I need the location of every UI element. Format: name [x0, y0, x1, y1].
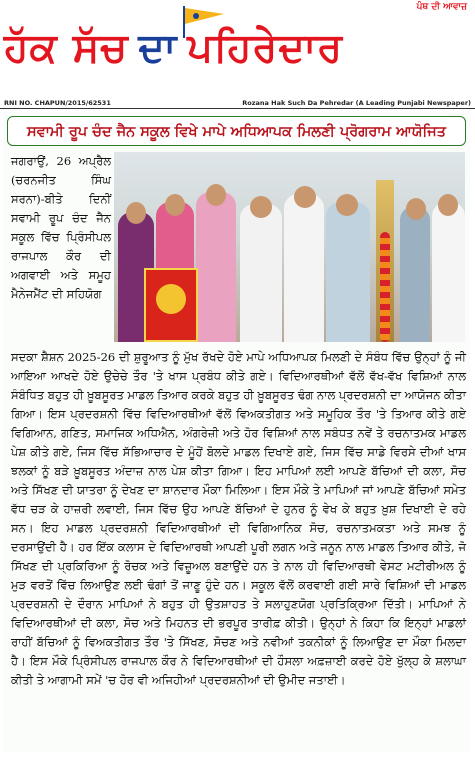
news-article	[3, 112, 470, 752]
article-headline: ਸਵਾਮੀ ਰੂਪ ਚੰਦ ਜੈਨ ਸਕੂਲ ਵਿਖੇ ਮਾਪੇ ਅਧਿਆਪਕ ਮਿਲਣੀ ਪ੍ਰੋਗਰਾਮ ਆਯੋਜਿਤ	[7, 116, 466, 146]
tagline: ਪੰਥ ਦੀ ਆਵਾਜ਼	[416, 2, 467, 12]
sub-brand: Rozana Hak Such Da Pehredar (A Leading Punjabi Newspaper)	[242, 99, 471, 107]
article-body-text: ਸਦਕਾ ਸ਼ੈਸ਼ਨ 2025-26 ਦੀ ਸ਼ੁਰੂਆਤ ਨੂੰ ਮੁੱਖ ਰੱਖਦੇ ਹੋਏ ਮਾਪੇ ਅਧਿਆਪਕ ਮਿਲਣੀ ਦੇ ਸੰਬੰਧ ਵਿੱਚ ਉਨ੍ਹਾਂ ਨੂੰ ਜੀ ਆਇਆ ਆਖਦੇ ਹੋਏ ਉਚੇਚੇ ਤੌਰ 'ਤੇ ਖਾਸ ਪ੍ਰਬੰਧ ਕੀਤੇ ਗਏ। ਵਿਦਿਆਰਥੀਆਂ ਵੱਲੋਂ ਵੱਖ-ਵੱਖ ਵਿਸ਼ਿਆਂ ਨਾਲ ਸੰਬੰਧਿਤ ਬਹੁਤ ਹੀ ਖ਼ੂਬਸੂਰਤ ਮਾਡਲ ਤਿਆਰ ਕਰਕੇ ਬਹੁਤ ਹੀ ਖ਼ੂਬਸੂਰਤ ਢੰਗ ਨਾਲ ਪ੍ਰਦਰਸ਼ਨੀ ਦਾ ਆਯੋਜਨ ਕੀਤਾ ਗਿਆ। ਇਸ ਪ੍ਰਦਰਸ਼ਨੀ ਵਿੱਚ ਵਿਦਿਆਰਥੀਆਂ ਵੱਲੋਂ ਵਿਅਕਤੀਗਤ ਅਤੇ ਸਮੂਹਿਕ ਤੌਰ 'ਤੇ ਤਿਆਰ ਕੀਤੇ ਗਏ ਵਿਗਿਆਨ, ਗਣਿਤ, ਸਮਾਜਿਕ ਅਧਿਐਨ, ਅੰਗਰੇਜ਼ੀ ਅਤੇ ਹੋਰ ਵਿਸ਼ਿਆਂ ਨਾਲ ਸਬੰਧਤ ਨਵੇਂ ਤੇ ਰਚਨਾਤਮਕ ਮਾਡਲ ਪੇਸ਼ ਕੀਤੇ ਗਏ, ਜਿਸ ਵਿੱਚ ਸੱਭਿਆਚਾਰ ਦੇ ਮੂੰਹੋਂ ਬੋਲਦੇ ਮਾਡਲ ਦਿਖਾਏ ਗਏ, ਜਿਸ ਵਿੱਚ ਸਾਡੇ ਵਿਰਸੇ ਦੀਆਂ ਖਾਸ ਝਲਕਾਂ ਨੂੰ ਬੜੇ ਖ਼ੂਬਸੂਰਤ ਅੰਦਾਜ਼ ਨਾਲ ਪੇਸ਼ ਕੀਤਾ ਗਿਆ। ਇਹ ਮਾਪਿਆਂ ਲਈ ਆਪਣੇ ਬੱਚਿਆਂ ਦੀ ਕਲਾ, ਸੋਚ ਅਤੇ ਸਿੱਖਣ ਦੀ ਯਾਤਰਾ ਨੂੰ ਦੇਖਣ ਦਾ ਸ਼ਾਨਦਾਰ ਮੌਕਾ ਮਿਲਿਆ। ਇਸ ਮੌਕੇ ਤੇ ਮਾਪਿਆਂ ਜਾਂ ਆਪਣੇ ਬੱਚਿਆਂ ਸਮੇਤ ਵੱਧ ਚੜ ਕੇ ਹਾਜ਼ਰੀ ਲਵਾਈ, ਜਿਸ ਵਿੱਚ ਉਹ ਆਪਣੇ ਬੱਚਿਆਂ ਦੇ ਹੁਨਰ ਨੂੰ ਵੇਖ ਕੇ ਬਹੁਤ ਖ਼ੁਸ਼ ਦਿਖਾਈ ਦੇ ਰਹੇ ਸਨ। ਇਹ ਮਾਡਲ ਪ੍ਰਦਰਸ਼ਨੀ ਵਿਦਿਆਰਥੀਆਂ ਦੀ ਵਿਗਿਆਨਿਕ ਸੋਚ, ਰਚਨਾਤਮਕਤਾ ਅਤੇ ਸਮਝ ਨੂੰ ਦਰਸਾਉਂਦੀ ਹੈ। ਹਰ ਇੱਕ ਕਲਾਸ ਦੇ ਵਿਦਿਆਰਥੀ ਆਪਣੀ ਪੂਰੀ ਲਗਨ ਅਤੇ ਜਨੂਨ ਨਾਲ ਮਾਡਲ ਤਿਆਰ ਕੀਤੇ, ਜੋ ਸਿੱਖਣ ਦੀ ਪ੍ਰਕਿਰਿਆ ਨੂੰ ਰੋਚਕ ਅਤੇ ਵਿਜ਼ੂਅਲ ਬਣਾਉਂਦੇ ਹਨ ਤੇ ਨਾਲ ਹੀ ਵਿਦਿਆਰਥੀ ਵੇਸਟ ਮਟੀਰੀਅਲ ਨੂੰ ਮੁੜ ਵਰਤੋਂ ਵਿੱਚ ਲਿਆਉਣ ਲਈ ਢੰਗਾਂ ਤੋਂ ਜਾਣੂ ਹੁੰਦੇ ਹਨ। ਸਕੂਲ ਵੱਲੋਂ ਕਰਵਾਈ ਗਈ ਸਾਰੇ ਵਿਸ਼ਿਆਂ ਦੀ ਮਾਡਲ ਪ੍ਰਦਰਸ਼ਨੀ ਦੇ ਦੌਰਾਨ ਮਾਪਿਆਂ ਨੇ ਬਹੁਤ ਹੀ ਉਤਸ਼ਾਹਤ ਤੇ ਸਲਾਹੁਣਯੋਗ ਪ੍ਰਤਿਕ੍ਰਿਆ ਦਿੱਤੀ। ਮਾਪਿਆਂ ਨੇ ਵਿਦਿਆਰਥੀਆਂ ਦੀ ਕਲਾ, ਸੋਚ ਅਤੇ ਮਿਹਨਤ ਦੀ ਭਰਪੂਰ ਤਾਰੀਫ਼ ਕੀਤੀ। ਉਨ੍ਹਾਂ ਨੇ ਕਿਹਾ ਕਿ ਇਨ੍ਹਾਂ ਮਾਡਲਾਂ ਰਾਹੀਂ ਬੱਚਿਆਂ ਨੂੰ ਵਿਅਕਤੀਗਤ ਤੌਰ 'ਤੇ ਸਿੱਖਣ, ਸੋਚਣ ਅਤੇ ਨਵੀਆਂ ਤਕਨੀਕਾਂ ਨੂੰ ਲਿਆਉਣ ਦਾ ਮੌਕਾ ਮਿਲਦਾ ਹੈ। ਇਸ ਮੌਕੇ ਪ੍ਰਿੰਸੀਪਲ ਰਾਜਪਾਲ ਕੌਰ ਨੇ ਵਿਦਿਆਰਥੀਆਂ ਦੀ ਹੌਸਲਾ ਅਫ਼ਜ਼ਾਈ ਕਰਦੇ ਹੋਏ ਖੁੱਲ੍ਹ ਕੇ ਸ਼ਲਾਘਾ ਕੀਤੀ ਤੇ ਆਗਾਮੀ ਸਮੇਂ 'ਚ ਹੋਰ ਵੀ ਅਜਿਹੀਆਂ ਪ੍ਰਦਰਸ਼ਨੀਆਂ ਦੀ ਉਮੀਦ ਜਤਾਈ।	[11, 350, 466, 687]
article-lede: ਜਗਰਾਉਂ, 26 ਅਪ੍ਰੈਲ (ਚਰਨਜੀਤ ਸਿੰਘ ਸਰਨਾ)-ਬੀਤੇ ਦਿਨੀਂ ਸਵਾਮੀ ਰੂਪ ਚੰਦ ਜੈਨ ਸਕੂਲ ਵਿੱਚ ਪ੍ਰਿੰਸੀਪਲ ਰਾਜਪਾਲ ਕੌਰ ਦੀ ਅਗਵਾਈ ਅਤੇ ਸਮੂਹ ਮੈਨੇਜਮੈਂਟ ਦੀ ਸਹਿਯੋਗ	[11, 154, 111, 301]
title-part-2: ਦਾ	[138, 25, 178, 71]
newspaper-title	[4, 18, 343, 78]
article-body	[11, 348, 466, 690]
rni-number: RNI NO. CHAPUN/2015/62531	[4, 99, 111, 107]
title-part-3: ਪਹਿਰੇਦਾਰ	[187, 25, 344, 71]
masthead	[0, 0, 475, 96]
event-photo	[114, 152, 465, 342]
title-part-1: ਹੱਕ ਸੱਚ	[4, 25, 129, 71]
divider	[0, 108, 475, 109]
